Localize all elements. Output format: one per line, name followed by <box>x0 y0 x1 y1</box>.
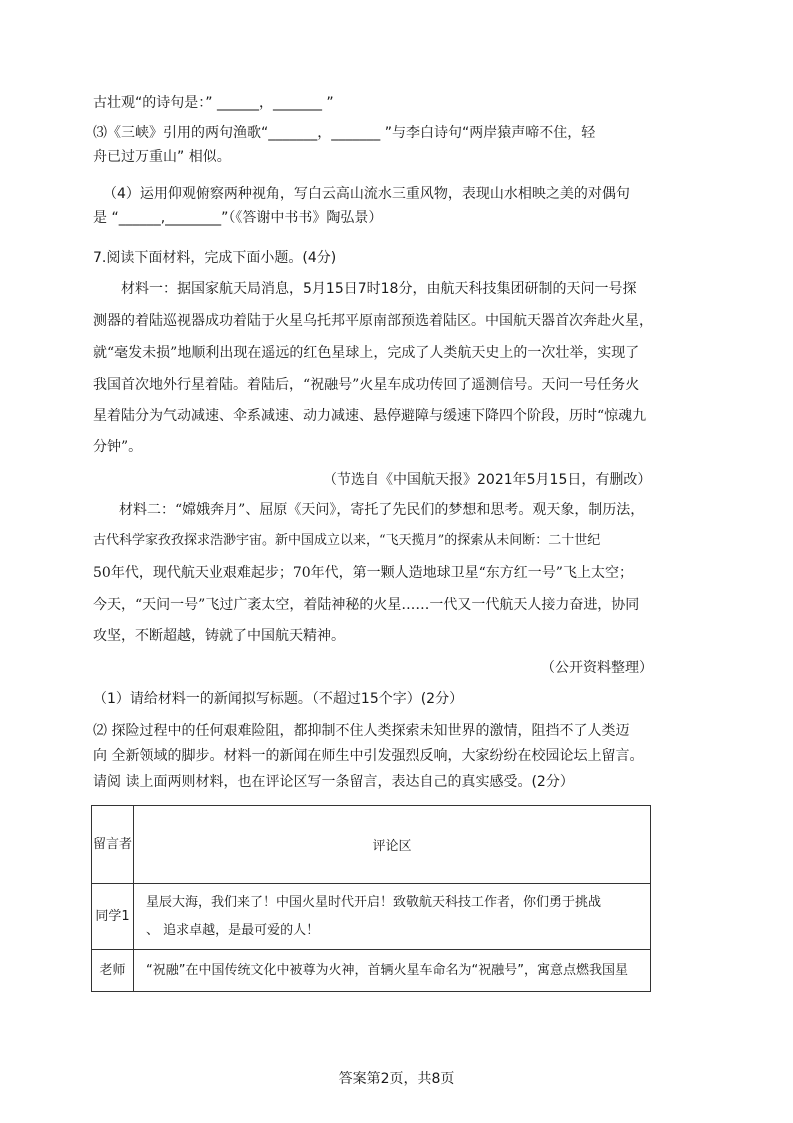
comment-author: 同学1 <box>92 884 134 950</box>
sub-question-1: （1）请给材料一的新闻拟写标题。（不超过15个字）(2分） <box>93 691 464 707</box>
material-two-source: （公开资料整理） <box>541 660 653 676</box>
header-comment-cell: 评论区 <box>134 806 651 884</box>
comment-text-line: “祝融”在中国传统文化中被尊为火神，首辆火星车命名为“祝融号”，寓意点燃我国星 <box>146 962 628 978</box>
header-author-cell: 留言者 <box>92 806 134 884</box>
material-one-line: 就“毫发未损”地顺利出现在遥远的红色星球上，完成了人类航天史上的一次壮举，实现了 <box>93 345 640 361</box>
material-two-line: 今天，“天问一号”飞过广袤太空，着陆神秘的火星……一代又一代航天人接力奋进，协同 <box>93 597 640 613</box>
comment-text <box>134 884 651 950</box>
poem-answer-line-1: 古壮观“的诗句是：” ______，_______ ” <box>93 95 334 111</box>
comment-text-line: 、 追求卓越，是最可爱的人！ <box>146 922 320 938</box>
comment-author: 老师 <box>92 950 134 992</box>
table-row <box>92 884 651 950</box>
material-one-line: 测器的着陆巡视器成功着陆于火星乌托邦平原南部预选着陆区。中国航天器首次奔赴火星， <box>93 313 653 329</box>
material-two-line: 古代科学家孜孜探求浩渺宇宙。新中国成立以来，“飞天揽月”的探索从未间断：二十世纪 <box>93 533 601 548</box>
question-7-heading: 7.阅读下面材料，完成下面小题。(4分) <box>93 250 337 266</box>
page-footer: 答案第2页，共8页 <box>338 1071 455 1087</box>
table-row <box>92 950 651 992</box>
sub-question-2-line: 向 全新领域的脚步。材料一的新闻在师生中引发强烈反响，大家纷纷在校园论坛上留言。 <box>93 748 644 764</box>
material-one-line: 星着陆分为气动减速、伞系减速、动力减速、悬停避障与缓速下降四个阶段，历时“惊魂九 <box>93 408 647 424</box>
sub-question-2-line: 请阅 读上面两则材料，也在评论区写一条留言，表达自己的真实感受。(2分） <box>93 774 574 790</box>
sub-question-2-line: ⑵ 探险过程中的任何艰难险阻，都抑制不住人类探索未知世界的激情，阻挡不了人类迈 <box>93 723 630 739</box>
poem-answer-line-3b: 是 “______,________”（《答谢中书书》陶弘景） <box>93 210 383 226</box>
material-two-line: 材料二：“嫦娥奔月”、屈原《天问》，寄托了先民们的梦想和思考。观天象，制历法， <box>119 502 645 518</box>
poem-answer-line-2a: ⑶《三峡》引用的两句渔歌“_______，_______ ”与李白诗句“两岸猿声啼不住，轻 <box>93 125 596 141</box>
material-one-line: 材料一：据国家航天局消息，5月15日7时18分，由航天科技集团研制的天问一号探 <box>121 281 637 297</box>
table-header-row <box>92 806 651 884</box>
material-one-line: 分钟”。 <box>93 439 143 455</box>
material-one-line: 我国首次地外行星着陆。着陆后，“祝融号”火星车成功传回了遥测信号。天问一号任务火 <box>93 377 640 393</box>
poem-answer-line-2b: 舟已过万重山” 相似。 <box>93 149 231 165</box>
material-one-source: （节选自《中国航天报》2021年5月15日，有删改） <box>323 472 652 488</box>
material-two-line: 50年代，现代航天业艰难起步；70年代，第一颗人造地球卫星“东方红一号”飞上太空； <box>93 565 633 581</box>
poem-answer-line-3a: （4）运用仰观俯察两种视角，写白云高山流水三重风物，表现山水相映之美的对偶句 <box>103 186 630 202</box>
comment-text <box>134 950 651 992</box>
material-two-line: 攻坚，不断超越，铸就了中国航天精神。 <box>93 628 345 644</box>
comment-table <box>91 805 651 992</box>
comment-text-line: 星辰大海，我们来了！中国火星时代开启！致敬航天科技工作者，你们勇于挑战 <box>146 894 602 910</box>
